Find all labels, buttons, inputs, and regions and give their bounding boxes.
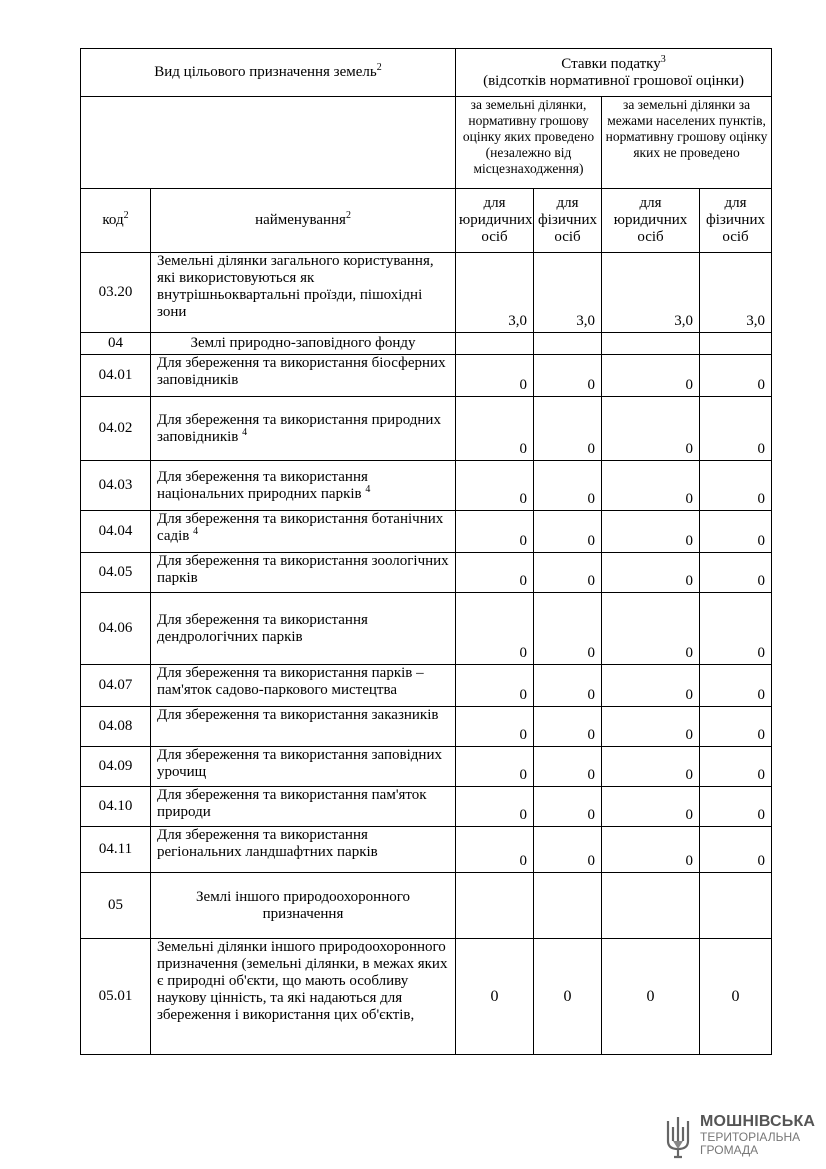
row-name: Землі природно-заповідного фонду: [151, 333, 456, 355]
row-value: 0: [456, 355, 534, 397]
row-value: 0: [456, 787, 534, 827]
table-row: [81, 333, 772, 355]
name-header: найменування$^2$: [151, 189, 456, 253]
row-value: 0: [700, 461, 772, 511]
row-name: Для збереження та використання біосферних заповідників: [151, 355, 456, 397]
row-value: [700, 333, 772, 355]
row-code: 04.04: [81, 511, 151, 553]
row-code: 04.09: [81, 747, 151, 787]
row-value: 0: [700, 747, 772, 787]
row-value: 0: [456, 747, 534, 787]
row-value: [602, 333, 700, 355]
row-value: [602, 873, 700, 939]
table-row: [81, 511, 772, 553]
row-value: 0: [700, 397, 772, 461]
row-value: 0: [534, 787, 602, 827]
row-name: Для збереження та використання заказників: [151, 707, 456, 747]
row-value: 0: [602, 707, 700, 747]
community-logo: [664, 1113, 814, 1161]
row-value: 0: [534, 939, 602, 1055]
row-value: 0: [534, 397, 602, 461]
row-value: 0: [534, 707, 602, 747]
table-row: [81, 787, 772, 827]
land-type-header: Вид цільового призначення земель$^2$: [81, 49, 456, 97]
row-value: 0: [534, 747, 602, 787]
row-value: 0: [700, 787, 772, 827]
row-name: Для збереження та використання парків – пам'яток садово-паркового мистецтва: [151, 665, 456, 707]
row-code: 05.01: [81, 939, 151, 1055]
row-value: 0: [602, 397, 700, 461]
group-a-header: за земельні ділянки, нормативну грошову оцінку яких проведено (незалежно від місцезнаходження): [456, 97, 602, 189]
row-name: Землі іншого природоохоронного призначення: [151, 873, 456, 939]
row-value: 0: [602, 939, 700, 1055]
row-code: 04.11: [81, 827, 151, 873]
table-row: [81, 827, 772, 873]
logo-subtitle: ТЕРИТОРІАЛЬНА ГРОМАДА: [700, 1130, 801, 1157]
row-value: [534, 873, 602, 939]
row-value: [456, 873, 534, 939]
table-row: [81, 553, 772, 593]
row-value: 0: [534, 461, 602, 511]
tax-rates-table: [80, 48, 772, 1055]
row-value: 0: [602, 827, 700, 873]
row-value: 0: [700, 355, 772, 397]
table-row: [81, 397, 772, 461]
legal-a-header: для юридичних осіб: [456, 189, 534, 253]
phys-a-header: для фізичних осіб: [534, 189, 602, 253]
row-value: 0: [602, 593, 700, 665]
group-b-header: за земельні ділянки за межами населених пунктів, нормативну грошову оцінку яких не проведено: [602, 97, 772, 189]
row-code: 04.01: [81, 355, 151, 397]
code-header: код$^2$: [81, 189, 151, 253]
row-value: 0: [534, 355, 602, 397]
row-code: 04.06: [81, 593, 151, 665]
row-value: 0: [700, 827, 772, 873]
row-value: 0: [700, 553, 772, 593]
table-row: [81, 461, 772, 511]
row-name: Для збереження та використання регіональних ландшафтних парків: [151, 827, 456, 873]
row-value: [700, 873, 772, 939]
table-row: [81, 707, 772, 747]
table-row: [81, 747, 772, 787]
row-value: 0: [602, 747, 700, 787]
table-row: [81, 355, 772, 397]
row-value: 0: [456, 939, 534, 1055]
row-value: 0: [602, 553, 700, 593]
row-value: 0: [456, 511, 534, 553]
row-value: 0: [700, 939, 772, 1055]
row-value: 3,0: [700, 253, 772, 333]
table-row: [81, 939, 772, 1055]
row-value: 0: [602, 787, 700, 827]
row-value: 0: [456, 827, 534, 873]
trident-icon: [664, 1115, 692, 1159]
row-value: [456, 333, 534, 355]
row-code: 04.03: [81, 461, 151, 511]
row-name: Для збереження та використання природних заповідників $^4$: [151, 397, 456, 461]
row-value: 0: [700, 511, 772, 553]
row-value: 0: [456, 553, 534, 593]
row-value: 0: [456, 707, 534, 747]
empty-header-cell: [81, 97, 456, 189]
row-value: 0: [534, 553, 602, 593]
row-value: 0: [602, 355, 700, 397]
row-value: [534, 333, 602, 355]
row-value: 0: [534, 827, 602, 873]
row-value: 0: [700, 593, 772, 665]
row-value: 0: [456, 397, 534, 461]
row-code: 04: [81, 333, 151, 355]
table-row: [81, 593, 772, 665]
legal-b-header: для юридичних осіб: [602, 189, 700, 253]
row-value: 0: [602, 665, 700, 707]
row-value: 0: [534, 511, 602, 553]
row-name: Для збереження та використання дендрологічних парків: [151, 593, 456, 665]
row-name: Для збереження та використання пам'яток природи: [151, 787, 456, 827]
row-code: 05: [81, 873, 151, 939]
row-name: Для збереження та використання заповідних урочищ: [151, 747, 456, 787]
row-name: Земельні ділянки іншого природоохоронного призначення (земельні ділянки, в межах яких є природні об'єкти, що мають особливу наукову цінність, та які надаються для збереження і використання цих об'єктів,: [151, 939, 456, 1055]
row-value: 0: [456, 593, 534, 665]
row-code: 04.05: [81, 553, 151, 593]
row-code: 03.20: [81, 253, 151, 333]
row-name: Для збереження та використання зоологічних парків: [151, 553, 456, 593]
row-value: 0: [602, 511, 700, 553]
row-name: Для збереження та використання національних природних парків $^4$: [151, 461, 456, 511]
row-name: Для збереження та використання ботанічних садів $^4$: [151, 511, 456, 553]
row-value: 0: [456, 665, 534, 707]
phys-b-header: для фізичних осіб: [700, 189, 772, 253]
row-value: 3,0: [602, 253, 700, 333]
row-name: Земельні ділянки загального користування, які використовуються як внутрішньоквартальні проїзди, пішохідні зони: [151, 253, 456, 333]
row-value: 0: [534, 665, 602, 707]
row-value: 3,0: [534, 253, 602, 333]
table-row: [81, 665, 772, 707]
table-row: [81, 253, 772, 333]
rates-header: Ставки податку$^3$ (відсотків нормативної грошової оцінки): [456, 49, 772, 97]
row-code: 04.10: [81, 787, 151, 827]
row-value: 0: [534, 593, 602, 665]
row-code: 04.02: [81, 397, 151, 461]
row-value: 0: [456, 461, 534, 511]
row-code: 04.07: [81, 665, 151, 707]
logo-title: МОШНІВСЬКА: [700, 1113, 816, 1130]
row-value: 0: [602, 461, 700, 511]
row-value: 0: [700, 707, 772, 747]
row-code: 04.08: [81, 707, 151, 747]
table-row: [81, 873, 772, 939]
row-value: 0: [700, 665, 772, 707]
row-value: 3,0: [456, 253, 534, 333]
